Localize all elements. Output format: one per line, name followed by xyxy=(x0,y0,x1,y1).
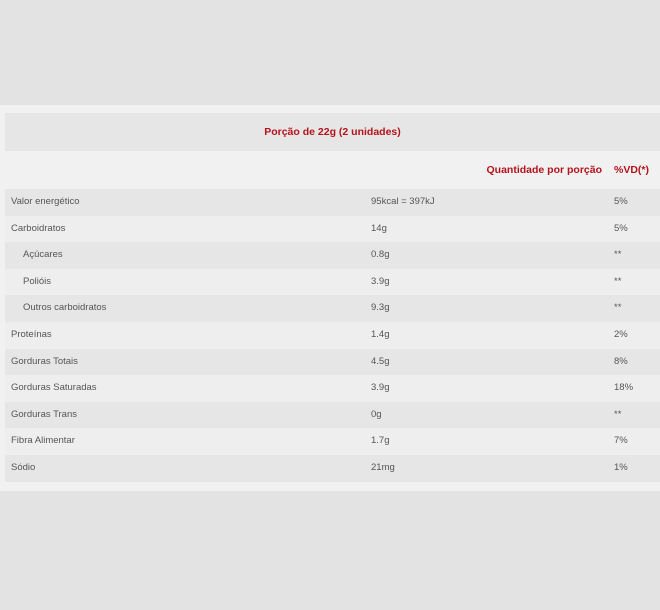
top-background xyxy=(0,0,660,105)
table-row xyxy=(5,402,660,429)
nutrient-quantity: 3.9g xyxy=(371,275,390,287)
nutrient-name: Fibra Alimentar xyxy=(11,435,75,447)
nutrient-daily-value: ** xyxy=(614,249,622,261)
nutrient-quantity: 14g xyxy=(371,222,387,234)
nutrient-name: Sódio xyxy=(11,461,36,473)
nutrient-quantity: 1.7g xyxy=(371,435,390,447)
nutrient-quantity: 21mg xyxy=(371,461,395,473)
table-row xyxy=(5,189,660,216)
table-row xyxy=(5,455,660,482)
nutrition-table xyxy=(5,113,660,482)
table-row xyxy=(5,428,660,455)
nutrient-name: Carboidratos xyxy=(11,222,66,234)
table-row xyxy=(5,322,660,349)
nutrient-name: Outros carboidratos xyxy=(23,302,107,314)
nutrient-name: Gorduras Trans xyxy=(11,408,77,420)
nutrient-quantity: 95kcal = 397kJ xyxy=(371,196,435,207)
nutrient-quantity: 1.4g xyxy=(371,328,390,340)
nutrient-daily-value: 18% xyxy=(614,382,634,394)
nutrient-daily-value: 5% xyxy=(614,222,628,234)
table-row xyxy=(5,375,660,402)
nutrient-daily-value: ** xyxy=(614,275,622,287)
table-row xyxy=(5,269,660,296)
nutrient-name: Gorduras Totais xyxy=(11,355,78,367)
nutrient-quantity: 0g xyxy=(371,408,382,420)
table-row xyxy=(5,242,660,269)
nutrient-name: Gorduras Saturadas xyxy=(11,382,97,394)
nutrient-quantity: 3.9g xyxy=(371,382,390,394)
nutrient-daily-value: 2% xyxy=(614,328,628,340)
nutrient-daily-value: ** xyxy=(614,408,622,420)
nutrient-name: Polióis xyxy=(23,275,51,287)
nutrient-daily-value: 7% xyxy=(614,435,628,447)
table-row xyxy=(5,295,660,322)
nutrition-panel xyxy=(0,105,660,491)
nutrient-daily-value: ** xyxy=(614,302,622,314)
nutrient-quantity: 4.5g xyxy=(371,355,390,367)
table-row xyxy=(5,349,660,376)
nutrient-quantity: 0.8g xyxy=(371,249,390,261)
bottom-background xyxy=(0,491,660,610)
serving-size-label: Porção de 22g (2 unidades) xyxy=(264,126,401,138)
nutrient-name: Valor energético xyxy=(11,196,80,207)
nutrient-daily-value: 5% xyxy=(614,196,628,207)
table-header-row xyxy=(5,151,660,189)
nutrient-daily-value: 8% xyxy=(614,355,628,367)
nutrient-daily-value: 1% xyxy=(614,461,628,473)
nutrient-name: Açúcares xyxy=(23,249,63,261)
quantity-per-serving-header: Quantidade por porção xyxy=(486,164,602,176)
daily-value-header: %VD(*) xyxy=(614,164,650,176)
table-row xyxy=(5,216,660,243)
nutrient-quantity: 9.3g xyxy=(371,302,390,314)
nutrient-name: Proteínas xyxy=(11,328,52,340)
serving-size-row xyxy=(5,113,660,151)
